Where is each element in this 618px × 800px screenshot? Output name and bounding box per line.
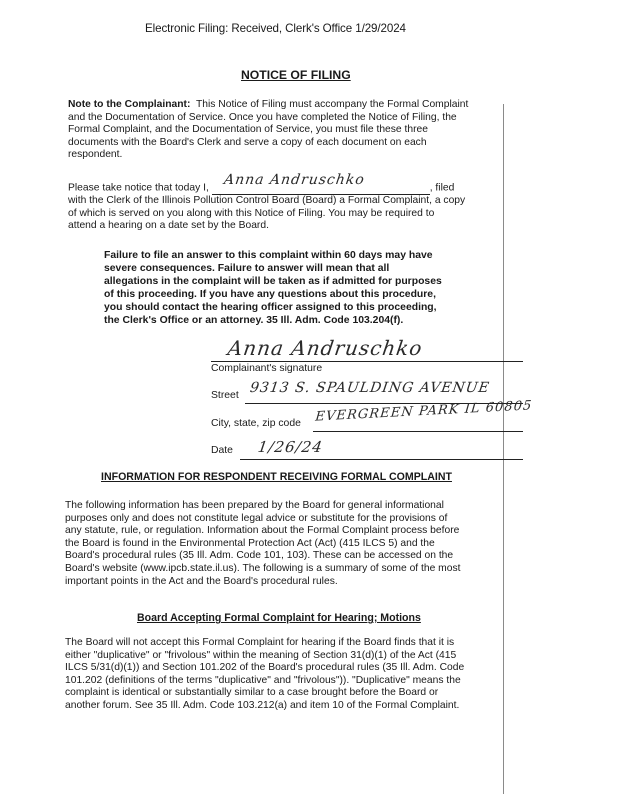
respondent-info-line: important points in the Act and the Board's procedural rules. [65,575,338,587]
street-label: Street [211,390,239,401]
note-line: Formal Complaint, and the Documentation of Service, you must file these three [68,124,428,136]
city-state-zip-line [313,430,523,432]
respondent-info-line: any statute, rule, or regulation. Information about the Formal Complaint process before [65,525,460,537]
respondent-info-line: Board's procedural rules (35 Ill. Adm. Code 101, 103). These can be accessed on the [65,550,454,562]
respondent-info-line: Board's website (www.ipcb.state.il.us). The following is a summary of some of the most [65,562,461,574]
note-line: and the Documentation of Service. Once you have completed the Notice of Filing, the [68,111,457,123]
warning-line: you should contact the hearing officer assigned to this proceeding, [104,301,437,313]
board-accepting-line: either "duplicative" or "frivolous" within the meaning of Section 31(d)(1) of the Act (415 [65,649,457,661]
note-line: documents with the Board's Clerk and serve a copy of each document on each [68,136,427,148]
signature-line [211,360,523,362]
note-line: respondent. [68,149,123,161]
warning-line: allegations in the complaint will be taken as if admitted for purposes [104,275,442,287]
board-accepting-line: ILCS 5/31(d)(1)) and Section 101.202 of the Board's procedural rules (35 Ill. Adm. Code [65,662,465,674]
page-title: NOTICE OF FILING [241,68,351,82]
filer-name-field [212,172,430,195]
board-accepting-line: complaint is identical or substantially similar to a case brought before the Board or [65,687,439,699]
warning-paragraph [104,250,504,327]
notice-suffix: , filed [429,182,455,194]
board-accepting-paragraph [65,637,545,713]
complainant-signature-handwritten: Anna Andruschko [226,336,425,360]
respondent-info-paragraph [65,500,545,588]
board-accepting-line: another forum. See 35 Ill. Adm. Code 103.212(a) and item 10 of the Formal Complaint. [65,699,460,711]
signature-label: Complainant's signature [211,363,323,374]
date-line [240,458,523,460]
notice-prefix: Please take notice that today I, [68,182,209,194]
respondent-info-line: the Board is found in the Environmental Protection Act (Act) (415 ILCS 5) and the [65,537,435,549]
notice-line: with the Clerk of the Illinois Pollution Control Board (Board) a Formal Complaint, a copy [68,195,466,206]
board-accepting-line: 101.202 (definitions of the terms "duplicative" and "frivolous")). "Duplicative" means the [65,674,461,686]
warning-line: of this proceeding. If you have any questions about this procedure, [104,288,436,300]
notice-paragraph [68,172,543,233]
filer-name-handwritten: Anna Andruschko [222,172,366,188]
board-accepting-line: The Board will not accept this Formal Complaint for hearing if the Board finds that it is [65,637,455,648]
notice-line: of which is served on you along with this Notice of Filing. You may be required to [68,207,435,219]
respondent-info-line: purposes only and does not constitute legal advice or substitute for the provisions of [65,512,448,524]
note-lead: Note to the Complainant: [68,99,191,110]
electronic-filing-stamp: Electronic Filing: Received, Clerk's Office 1/29/2024 [145,22,406,35]
warning-line: Failure to file an answer to this complaint within 60 days may have [104,250,433,261]
respondent-info-heading: INFORMATION FOR RESPONDENT RECEIVING FORMAL COMPLAINT [101,471,452,483]
warning-line: severe consequences. Failure to answer will mean that all [104,262,390,274]
date-label: Date [211,445,233,456]
warning-line: the Clerk's Office or an attorney. 35 Ill. Adm. Code 103.204(f). [104,314,404,326]
complainant-note [68,99,543,162]
note-line: This Notice of Filing must accompany the Formal Complaint [195,99,469,110]
respondent-info-line: The following information has been prepared by the Board for general informational [65,500,444,511]
board-accepting-heading: Board Accepting Formal Complaint for Hearing; Motions [137,612,421,624]
notice-line: attend a hearing on a date set by the Board. [68,220,269,232]
city-state-zip-label: City, state, zip code [211,418,301,429]
date-value-handwritten: 1/26/24 [256,438,325,456]
city-state-zip-handwritten: EVERGREEN PARK IL 60805 [314,398,533,425]
street-value-handwritten: 9313 S. SPAULDING AVENUE [248,380,491,396]
